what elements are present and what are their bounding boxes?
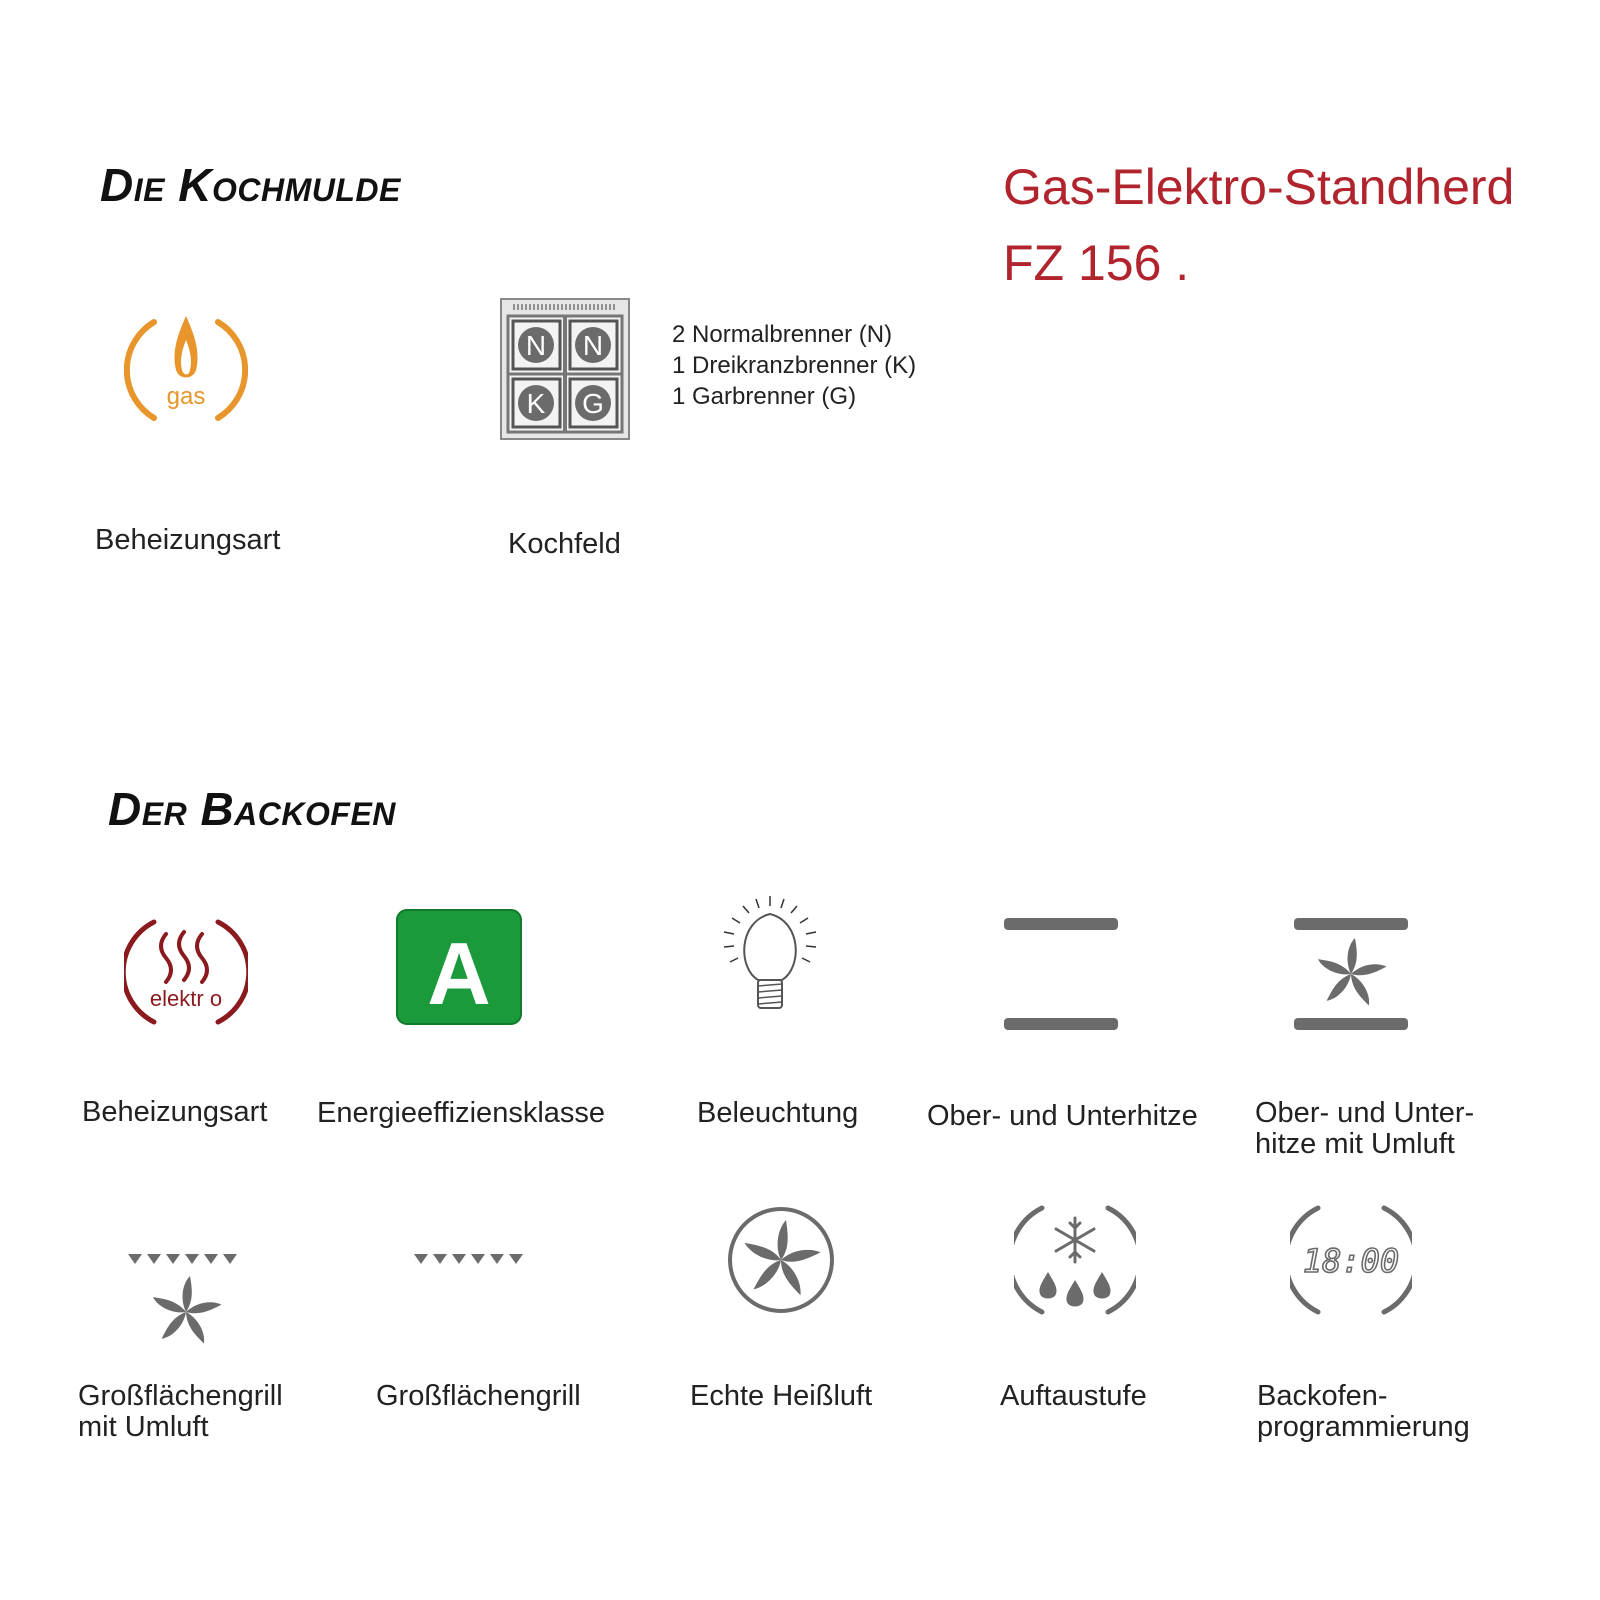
top-bottom-heat-label: Ober- und Unterhitze — [927, 1100, 1198, 1132]
product-title: Gas-Elektro-Standherd — [1003, 159, 1515, 215]
burner-letter: N — [525, 330, 547, 361]
product-model: FZ 156 . — [1003, 235, 1190, 291]
label-line: Backofen- — [1257, 1380, 1388, 1412]
grill-label: Großflächengrill — [376, 1380, 581, 1412]
elektro-icon-text: elektr o — [149, 986, 223, 1011]
label-line: hitze mit Umluft — [1255, 1128, 1455, 1160]
energy-class-icon — [395, 908, 523, 1026]
energy-class-label: Energieeffiziensklasse — [317, 1097, 606, 1129]
gas-flame-icon — [124, 310, 248, 430]
lighting-label: Beleuchtung — [697, 1097, 859, 1129]
grill-fan-label — [78, 1381, 283, 1443]
burner-letter: G — [582, 388, 604, 419]
top-bottom-heat-fan-label — [1255, 1098, 1474, 1160]
elektro-heat-icon — [124, 912, 248, 1032]
label-line: programmierung — [1257, 1411, 1470, 1443]
clock-display-text: 18:00 — [1302, 1242, 1400, 1280]
burner-letter: N — [582, 330, 604, 361]
gas-icon-text: gas — [166, 383, 206, 410]
top-bottom-heat-icon — [1002, 914, 1120, 1034]
cooktop-burners-icon — [500, 298, 630, 440]
top-bottom-heat-fan-icon — [1292, 914, 1410, 1034]
oven-section-title: Der Backofen — [108, 783, 396, 835]
defrost-label: Auftaustufe — [1000, 1380, 1147, 1412]
clock-timer-icon — [1290, 1200, 1412, 1320]
fan-circle-icon — [726, 1205, 836, 1315]
energy-class-letter: A — [427, 924, 491, 1023]
light-bulb-icon — [718, 892, 822, 1016]
label-line: Großflächengrill — [78, 1380, 283, 1412]
hob-section-title: Die Kochmulde — [100, 159, 401, 211]
label-line: Ober- und Unter- — [1255, 1097, 1475, 1129]
label-line: mit Umluft — [78, 1411, 209, 1443]
defrost-icon — [1014, 1200, 1136, 1320]
oven-heating-label: Beheizungsart — [82, 1096, 268, 1128]
burner-item: 1 Garbrenner (G) — [672, 383, 857, 410]
grill-icon — [412, 1250, 532, 1270]
hob-heating-label: Beheizungsart — [95, 524, 281, 556]
programming-label — [1257, 1381, 1470, 1443]
hot-air-label: Echte Heißluft — [690, 1380, 873, 1412]
burner-item: 2 Normalbrenner (N) — [672, 321, 893, 348]
grill-fan-icon — [126, 1250, 246, 1354]
burner-item: 1 Dreikranzbrenner (K) — [672, 352, 917, 379]
burner-list — [672, 319, 916, 412]
cooktop-label: Kochfeld — [508, 528, 621, 560]
burner-letter: K — [526, 388, 546, 419]
